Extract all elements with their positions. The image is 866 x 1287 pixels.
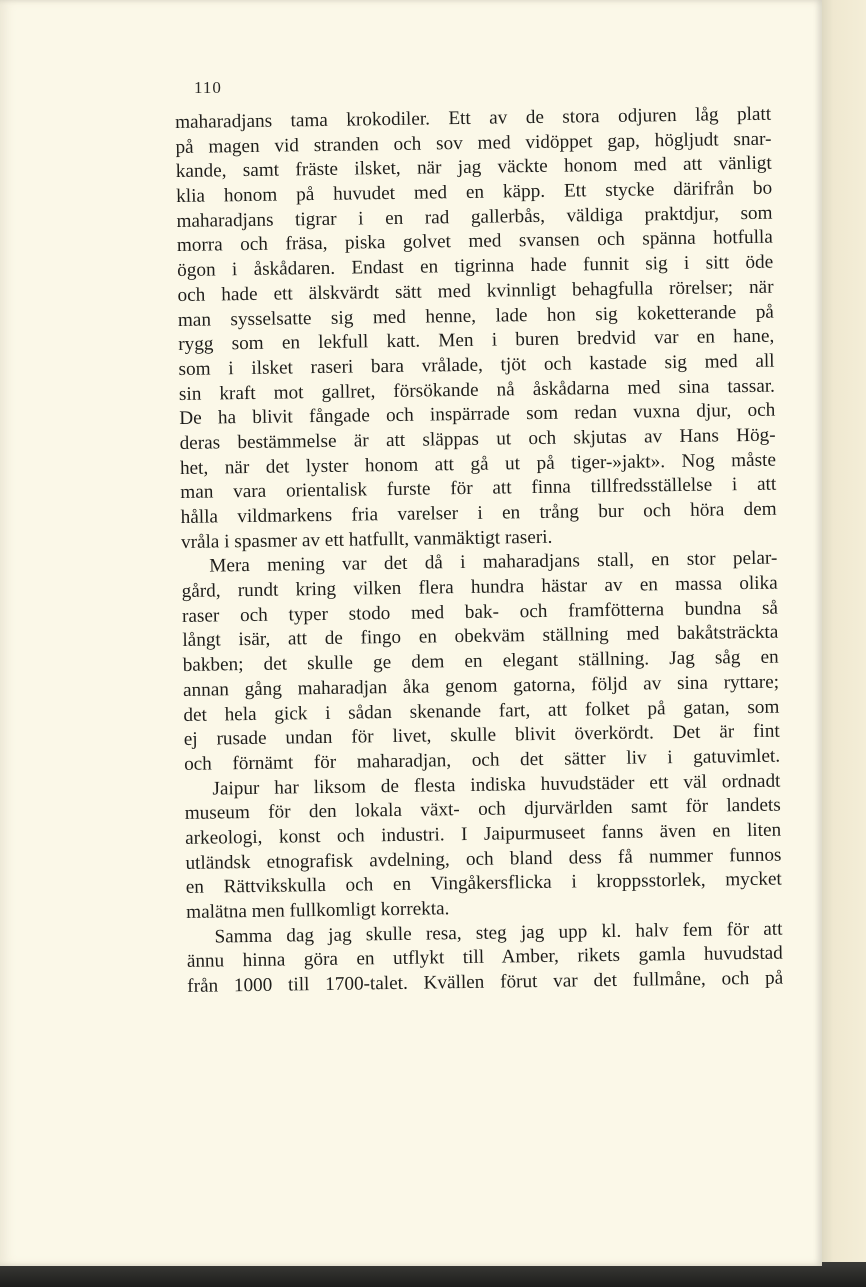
text-line: utländsk etnografisk avdelning, och bland dess få nummer funnos bbox=[185, 844, 782, 874]
text-line: ögon i åskådaren. Endast en tigrinna hade funnit sig i sitt öde bbox=[177, 251, 774, 282]
text-line: det hela gick i sådan skenande fart, att folket på gatan, som bbox=[183, 696, 780, 726]
text-line: ej rusade undan för livet, skulle blivit överkördt. Det är fint bbox=[183, 720, 780, 751]
text-line: och hade ett älskvärdt sätt med kvinnligt behagfulla rörelser; när bbox=[177, 276, 774, 306]
text-line: deras bestämmelse är att släppas ut och skjutas av Hans Hög- bbox=[179, 424, 776, 454]
text-line: klia honom på huvudet med en käpp. Ett stycke därifrån bo bbox=[176, 177, 773, 208]
text-line: annan gång maharadjan åka genom gatorna, följd av sina ryttare; bbox=[182, 671, 780, 701]
text-line: Jaipur har liksom de flesta indiska huvudstäder ett väl ordnadt bbox=[212, 770, 781, 800]
text-line: långt isär, att de fingo en obekväm ställning med bakåtsträckta bbox=[182, 622, 779, 652]
text-line: het, när det lyster honom att gå ut på tiger-»jakt». Nog måste bbox=[179, 449, 777, 479]
text-line: arkeologi, konst och industri. I Jaipurmuseet fanns även en liten bbox=[185, 819, 782, 849]
text-line: Mera mening var det då i maharadjans stall, en stor pelar- bbox=[209, 548, 778, 577]
text-line: De ha blivit fångade och inspärrade som redan vuxna djur, och bbox=[179, 399, 776, 430]
text-line: man sysselsatte sig med henne, lade hon sig koketterande på bbox=[177, 301, 775, 331]
page-number: 110 bbox=[194, 78, 222, 97]
text-line: maharadjans tigrar i en rad gallerbås, väldiga praktdjur, som bbox=[176, 202, 773, 232]
text-line: morra och fräsa, piska golvet med svansen och spänna hotfulla bbox=[176, 227, 773, 257]
adjacent-page-edge bbox=[818, 0, 866, 1262]
text-line: en Rättvikskulla och en Vingåkersflicka i kroppsstorlek, mycket bbox=[185, 868, 782, 899]
text-line: raser och typer stodo med bak- och framfötterna bundna så bbox=[181, 597, 779, 627]
text-line: bakben; det skulle ge dem en elegant ställning. Jag såg en bbox=[182, 646, 779, 677]
text-line: ännu hinna göra en utflykt till Amber, rikets gamla huvudstad bbox=[186, 942, 783, 973]
text-line: sin kraft mot gallret, försökande nå åskådarna med sina tassar. bbox=[178, 375, 776, 405]
body-text bbox=[175, 103, 783, 1000]
text-line: hålla vildmarkens fria varelser i en trång bur och höra dem bbox=[180, 498, 777, 528]
text-line: på magen vid stranden och sov med vidöppet gap, högljudt snar- bbox=[175, 128, 772, 158]
text-line: kande, samt fräste ilsket, när jag väckte honom med att vänligt bbox=[175, 153, 772, 183]
text-line: gård, rundt kring vilken flera hundra hästar av en massa olika bbox=[181, 572, 778, 603]
text-line: som i ilsket raseri bara vrålade, tjöt och kastade sig med all bbox=[178, 350, 775, 380]
text-line: museum för den lokala växt- och djurvärlden samt för landets bbox=[184, 794, 781, 825]
text-line: från 1000 till 1700-talet. Kvällen förut var det fullmåne, och på bbox=[187, 967, 784, 997]
text-line: vråla i spasmer av ett hatfullt, vanmäktigt raseri. bbox=[180, 526, 553, 553]
text-line: och förnämt för maharadjan, och det sätter liv i gatuvimlet. bbox=[183, 745, 781, 775]
text-line: Samma dag jag skulle resa, steg jag upp kl. halv fem för att bbox=[214, 918, 783, 948]
text-line: rygg som en lekfull katt. Men i buren bredvid var en hane, bbox=[178, 325, 775, 356]
text-line: man vara orientalisk furste för att finna tillfredsställelse i att bbox=[180, 473, 777, 504]
text-line: malätna men fullkomligt korrekta. bbox=[186, 898, 450, 923]
text-line: maharadjans tama krokodiler. Ett av de stora odjuren låg platt bbox=[175, 103, 772, 133]
